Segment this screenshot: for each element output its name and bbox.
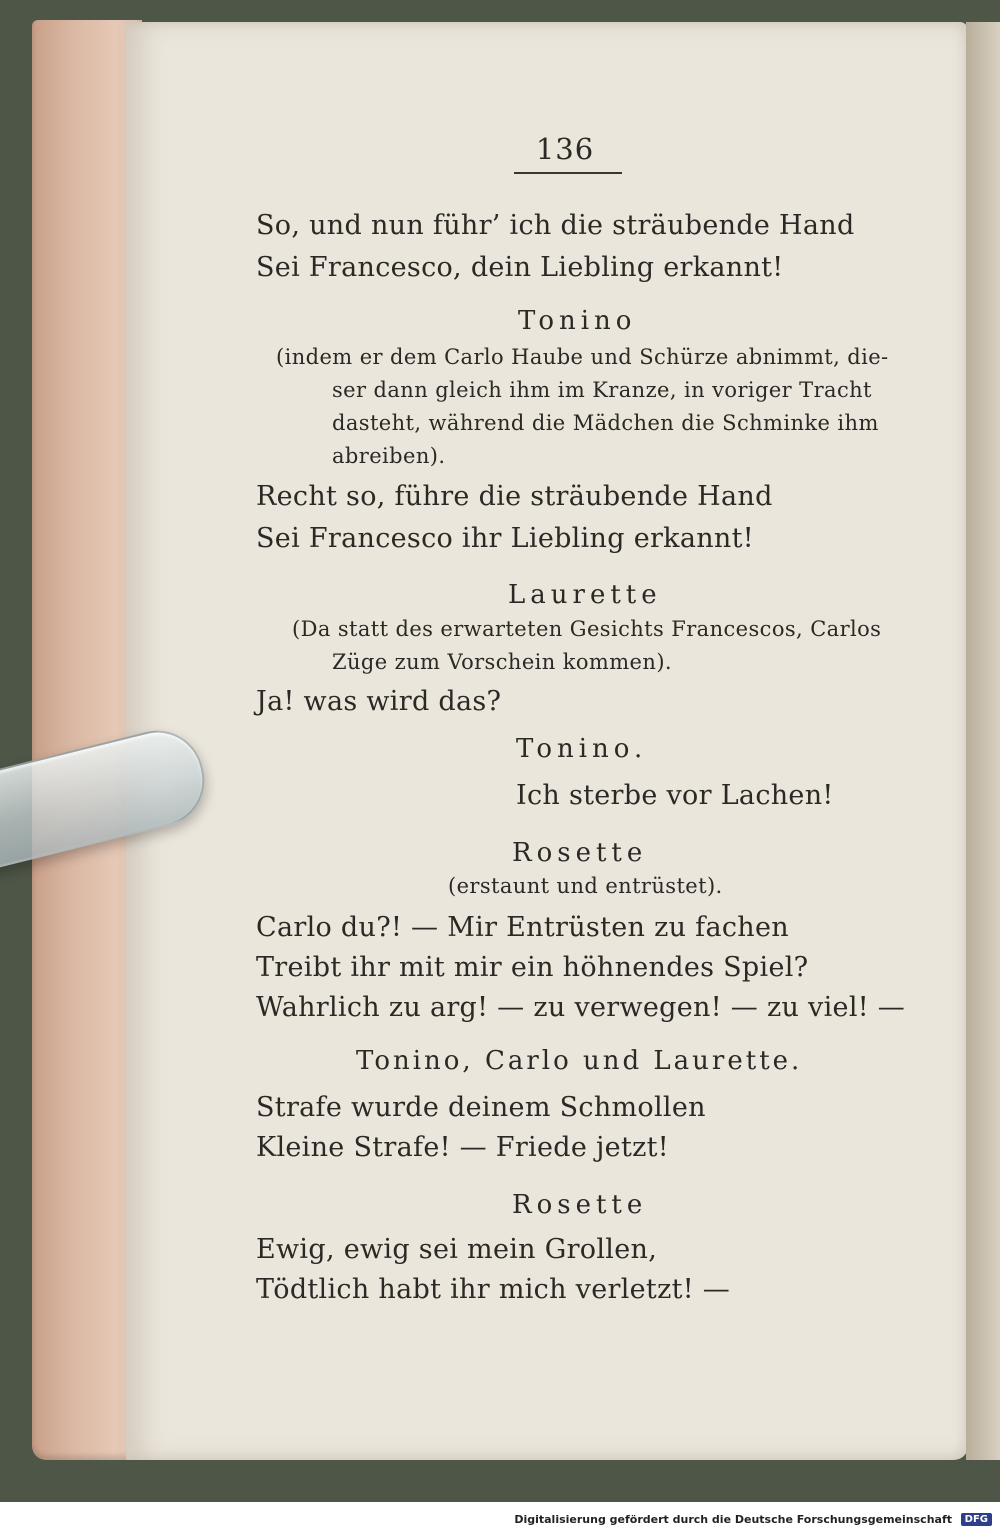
speaker-name: Rosette bbox=[512, 1190, 648, 1220]
verse-line: Strafe wurde deinem Schmollen bbox=[256, 1092, 706, 1123]
stage-direction: abreiben). bbox=[332, 444, 446, 468]
stage-direction: ser dann gleich ihm im Kranze, in voriger Tracht bbox=[332, 378, 872, 402]
verse-line: Treibt ihr mit mir ein höhnendes Spiel? bbox=[256, 952, 809, 983]
speaker-name: Tonino, Carlo und Laurette. bbox=[356, 1046, 803, 1076]
verse-line: Carlo du?! — Mir Entrüsten zu fachen bbox=[256, 912, 789, 943]
verse-line: Ich sterbe vor Lachen! bbox=[516, 780, 834, 811]
verse-line: So, und nun führ’ ich die sträubende Hand bbox=[256, 210, 855, 241]
footer-bar bbox=[0, 1502, 1000, 1532]
speaker-name: Rosette bbox=[512, 838, 648, 868]
footer-credit: Digitalisierung gefördert durch die Deutsche Forschungsgemeinschaft bbox=[514, 1513, 952, 1526]
stage-direction: dasteht, während die Mädchen die Schminke ihm bbox=[332, 411, 879, 435]
stage-direction: Züge zum Vorschein kommen). bbox=[332, 650, 672, 674]
verse-line: Kleine Strafe! — Friede jetzt! bbox=[256, 1132, 669, 1163]
speaker-name: Tonino. bbox=[516, 734, 648, 764]
verse-line: Ewig, ewig sei mein Grollen, bbox=[256, 1234, 658, 1265]
verse-line: Ja! was wird das? bbox=[256, 686, 502, 717]
stage-direction: (indem er dem Carlo Haube und Schürze abnimmt, die- bbox=[276, 345, 889, 369]
speaker-name: Tonino bbox=[518, 306, 637, 336]
facing-page-edge bbox=[966, 22, 1000, 1460]
page-number: 136 bbox=[535, 132, 595, 166]
speaker-name: Laurette bbox=[508, 580, 662, 610]
dfg-logo: DFG bbox=[961, 1513, 992, 1526]
page-number-rule bbox=[514, 172, 622, 174]
verse-line: Wahrlich zu arg! — zu verwegen! — zu viel! — bbox=[256, 992, 906, 1023]
stage-direction: (erstaunt und entrüstet). bbox=[448, 874, 723, 898]
stage-direction: (Da statt des erwarteten Gesichts Francescos, Carlos bbox=[292, 617, 882, 641]
verse-line: Sei Francesco, dein Liebling erkannt! bbox=[256, 252, 784, 283]
verse-line: Sei Francesco ihr Liebling erkannt! bbox=[256, 523, 754, 554]
verse-line: Tödtlich habt ihr mich verletzt! — bbox=[256, 1274, 731, 1305]
verse-line: Recht so, führe die sträubende Hand bbox=[256, 481, 773, 512]
